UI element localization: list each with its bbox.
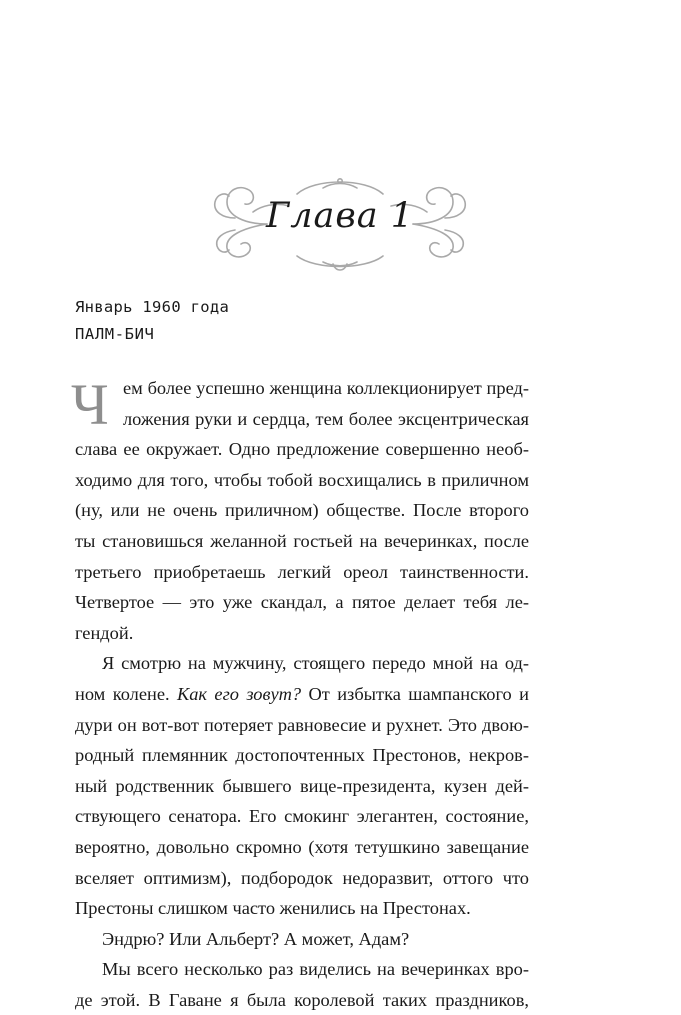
- body-text: [71, 372, 529, 1015]
- text-fragment: ном колене.: [75, 683, 178, 704]
- text-line: (ну, или не очень приличном) обществе. После второго: [75, 500, 529, 521]
- chapter-title: Глава 1: [266, 196, 414, 236]
- text-line: родный племянник достопочтенных Престонов, некров-: [75, 745, 529, 766]
- drop-cap: Ч: [71, 372, 109, 437]
- text-line: ствующего сенатора. Его смокинг элегантен, состояние,: [75, 806, 529, 827]
- text-line: третьего приобретаешь легкий ореол таинственности.: [75, 561, 529, 582]
- text-line: Престоны слишком часто женились на Престонах.: [75, 898, 471, 919]
- chapter-place: ПАЛМ-БИЧ: [75, 325, 155, 343]
- text-line: Я смотрю на мужчину, стоящего передо мной на од-: [102, 653, 529, 674]
- text-line: ходимо для того, чтобы тобой восхищались в приличном: [75, 469, 529, 490]
- text-line: вселяет оптимизм), подбородок недоразвит, оттого что: [75, 867, 529, 888]
- text-line: ты становишься желанной гостьей на вечеринках, после: [75, 530, 529, 551]
- text-line: Четвертое — это уже скандал, а пятое делает тебя ле-: [75, 592, 529, 613]
- text-line: гендой.: [75, 622, 134, 643]
- text-line: ложения руки и сердца, тем более эксцентрическая: [123, 408, 529, 429]
- text-line: дури он вот-вот потеряет равновесие и рухнет. Это двою-: [75, 714, 529, 735]
- text-line: слава ее окружает. Одно предложение совершенно необ-: [75, 439, 529, 460]
- chapter-date: Январь 1960 года: [75, 298, 230, 316]
- text-line: Эндрю? Или Альберт? А может, Адам?: [102, 928, 410, 949]
- text-fragment: От избытка шампанского и: [301, 683, 529, 704]
- text-line: вероятно, довольно скромно (хотя тетушкино завещание: [75, 836, 529, 857]
- text-line: Мы всего несколько раз виделись на вечеринках вро-: [102, 959, 529, 980]
- italic-question: Как его зовут?: [177, 683, 302, 704]
- text-line: ем более успешно женщина коллекционирует пред-: [123, 378, 529, 398]
- text-line: [75, 679, 529, 710]
- text-line: де этой. В Гаване я была королевой таких праздников,: [75, 989, 529, 1010]
- text-line: ный родственник бывшего вице-президента, кузен дей-: [75, 775, 529, 796]
